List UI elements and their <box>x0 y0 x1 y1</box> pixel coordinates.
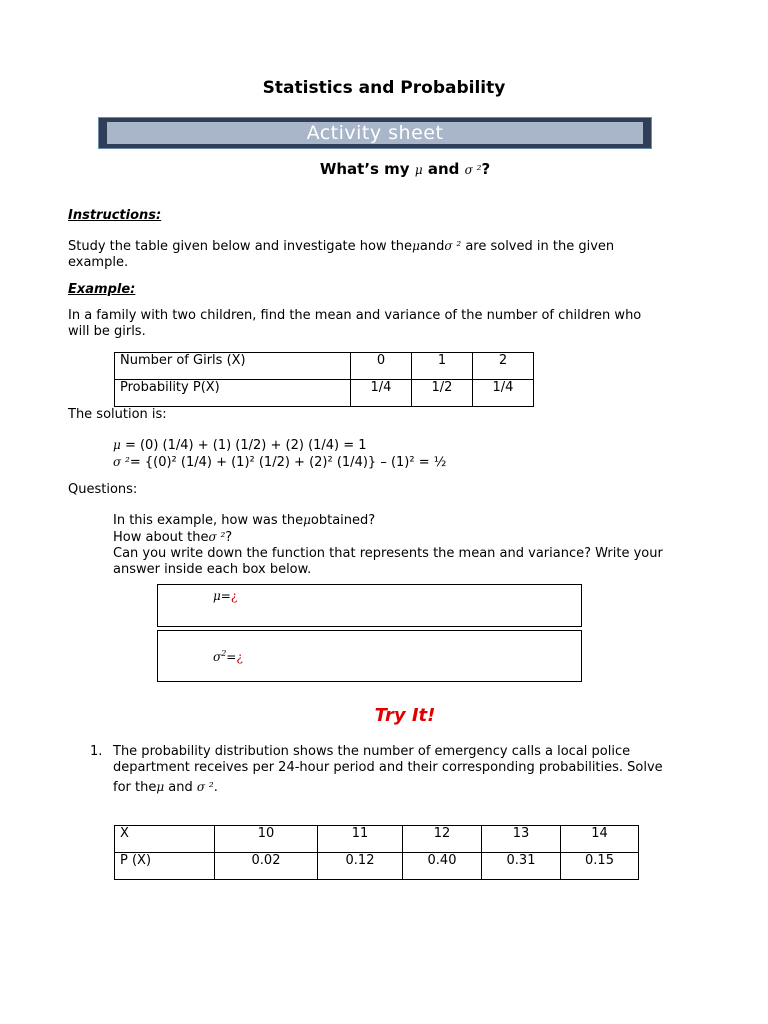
instructions-heading: Instructions: <box>68 208 162 223</box>
question-1-a: In this example, how was the <box>113 513 304 528</box>
variance-equation: = {(0)² (1/4) + (1)² (1/2) + (2)² (1/4)} – (1)² = ½ <box>129 455 447 470</box>
variance-formula-sup: 2 <box>221 649 227 658</box>
instructions-and: and <box>419 239 445 254</box>
page-title: Statistics and Probability <box>262 78 506 98</box>
table-cell: 1/4 <box>473 380 534 407</box>
table-cell: 0 <box>351 353 412 380</box>
emergency-calls-table <box>114 825 639 880</box>
table-cell: 0.02 <box>215 853 318 880</box>
sigma-squared-symbol: σ ² <box>444 239 462 253</box>
table-cell: Probability P(X) <box>115 380 351 407</box>
subtitle-and: and <box>427 160 460 178</box>
table-cell: 0.31 <box>482 853 561 880</box>
table-cell: 14 <box>561 826 639 853</box>
solution-label: The solution is: <box>68 407 167 422</box>
mu-symbol: μ <box>412 239 420 253</box>
sigma-squared-symbol: σ ² <box>113 455 130 469</box>
questions-label: Questions: <box>68 482 138 497</box>
table-cell: 11 <box>318 826 403 853</box>
instructions-text-c: example. <box>68 255 129 270</box>
subtitle-suffix: ? <box>481 160 491 178</box>
question-3-line-2: answer inside each box below. <box>113 562 312 577</box>
mean-formula <box>213 589 237 603</box>
sigma-squared-symbol: σ ² <box>464 163 482 177</box>
example-heading: Example: <box>68 282 136 297</box>
table-cell: 1/4 <box>351 380 412 407</box>
table-row <box>115 826 639 853</box>
example-line-2: will be girls. <box>68 324 146 339</box>
problem-1-line-2: department receives per 24-hour period and their corresponding probabilities. Solve <box>113 760 663 775</box>
banner-label: Activity sheet <box>107 122 643 144</box>
table-cell: 2 <box>473 353 534 380</box>
instructions-text-a: Study the table given below and investigate how the <box>68 239 413 254</box>
problem-number: 1. <box>90 744 103 759</box>
table-row <box>115 353 534 380</box>
table-cell: 1 <box>412 353 473 380</box>
table-row <box>115 380 534 407</box>
instructions-text-b: are solved in the given <box>465 239 615 254</box>
question-1-b: obtained? <box>310 513 376 528</box>
question-3-line-1: Can you write down the function that represents the mean and variance? Write your <box>113 546 663 561</box>
mu-symbol: μ <box>156 780 165 794</box>
variance-answer-box[interactable] <box>157 630 582 682</box>
mu-symbol: μ <box>113 438 121 452</box>
instructions-text <box>68 238 708 271</box>
mean-formula-lhs: μ= <box>213 589 231 603</box>
mean-equation: = (0) (1/4) + (1) (1/2) + (2) (1/4) = 1 <box>124 438 367 453</box>
activity-sheet-banner <box>98 117 652 149</box>
sigma-squared-symbol: σ ² <box>196 780 214 794</box>
mu-symbol: μ <box>414 163 423 177</box>
variance-formula <box>213 649 243 664</box>
mean-answer-box[interactable] <box>157 584 582 627</box>
question-2-a: How about the <box>113 530 209 545</box>
table-cell: 10 <box>215 826 318 853</box>
table-cell: 12 <box>403 826 482 853</box>
questions-list <box>113 512 723 578</box>
girls-probability-table <box>114 352 534 407</box>
problem-1-line-1: The probability distribution shows the number of emergency calls a local police <box>113 744 631 759</box>
example-line-1: In a family with two children, find the mean and variance of the number of children who <box>68 308 642 323</box>
mean-formula-rhs: ¿ <box>230 589 238 603</box>
sigma-squared-symbol: σ ² <box>208 530 226 544</box>
table-cell: 1/2 <box>412 380 473 407</box>
problem-1-text <box>113 744 733 796</box>
table-cell: 13 <box>482 826 561 853</box>
question-2-b: ? <box>225 530 233 545</box>
example-text <box>68 308 728 340</box>
solution-steps <box>113 437 673 471</box>
variance-formula-eq: = <box>226 650 237 664</box>
problem-1-line-3-b: . <box>213 780 218 795</box>
mu-symbol: μ <box>303 513 311 527</box>
problem-1-line-3-a: for the <box>113 780 157 795</box>
subtitle <box>0 160 768 178</box>
table-cell: 0.12 <box>318 853 403 880</box>
subtitle-prefix: What’s my <box>319 160 410 178</box>
variance-formula-sigma: σ <box>213 650 222 664</box>
table-cell: P (X) <box>115 853 215 880</box>
table-cell: X <box>115 826 215 853</box>
problem-1-and: and <box>168 780 193 795</box>
table-cell: 0.40 <box>403 853 482 880</box>
try-it-heading: Try It! <box>374 705 436 726</box>
table-cell: 0.15 <box>561 853 639 880</box>
table-row <box>115 853 639 880</box>
table-cell: Number of Girls (X) <box>115 353 351 380</box>
variance-formula-rhs: ¿ <box>236 650 243 664</box>
